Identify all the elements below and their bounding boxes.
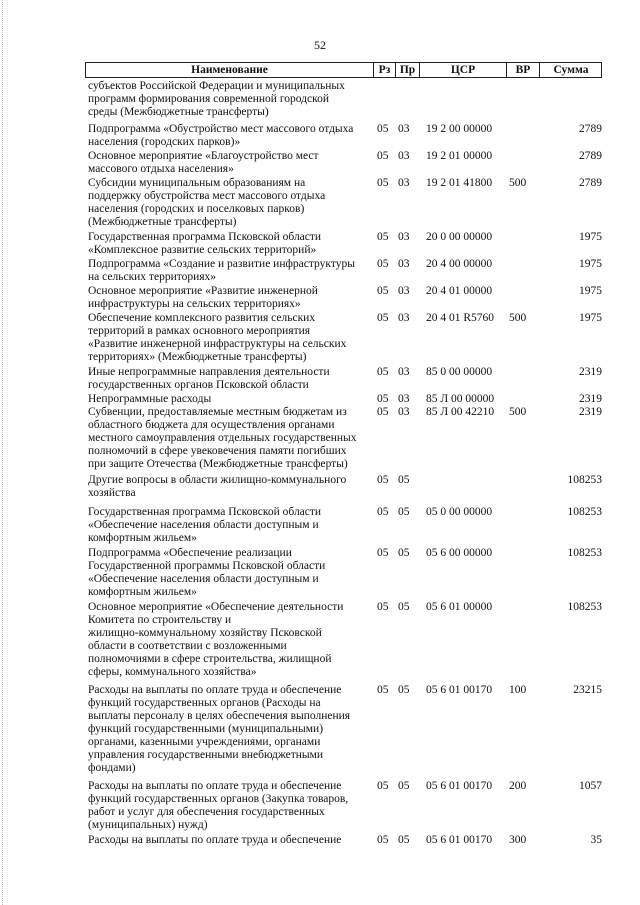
table-header: [85, 62, 602, 78]
cell-sum: 1975: [579, 312, 602, 324]
cell-sum: 35: [590, 834, 602, 846]
cell-sum: 23215: [573, 684, 602, 696]
cell-csr: 19 2 00 00000: [426, 123, 493, 135]
cell-pr: 03: [398, 406, 410, 418]
cell-rz: 05: [377, 474, 389, 486]
cell-pr: 05: [398, 684, 410, 696]
cell-sum: 1975: [579, 285, 602, 297]
cell-vr: 500: [509, 312, 527, 324]
cell-name: Субвенции, предоставляемые местным бюджетам из областного бюджета для осуществления органами местного самоуправления отдельных государственных полномочий в сфере увековечения памяти погибших при защите Отечества (Межбюджетные трансферты): [88, 406, 357, 470]
header-csr: ЦСР: [450, 64, 476, 76]
cell-rz: 05: [377, 312, 389, 324]
header-name: Наименование: [191, 64, 268, 76]
cell-pr: 05: [398, 474, 410, 486]
cell-vr: 500: [509, 177, 527, 189]
cell-csr: 05 0 00 00000: [426, 506, 493, 518]
cell-name: Основное мероприятие «Развитие инженерной инфраструктуры на сельских территориях»: [88, 285, 318, 310]
cell-sum: 108253: [567, 547, 602, 559]
cell-rz: 05: [377, 285, 389, 297]
cell-rz: 05: [377, 834, 389, 846]
cell-rz: 05: [377, 506, 389, 518]
cell-rz: 05: [377, 177, 389, 189]
cell-pr: 03: [398, 231, 410, 243]
cell-pr: 05: [398, 834, 410, 846]
scan-edge: [2, 0, 3, 905]
cell-sum: 1975: [579, 231, 602, 243]
cell-sum: 2319: [579, 366, 602, 378]
cell-sum: 108253: [567, 506, 602, 518]
cell-pr: 03: [398, 312, 410, 324]
cell-name: Иные непрограммные направления деятельности государственных органов Псковской области: [88, 366, 330, 391]
cell-rz: 05: [377, 780, 389, 792]
cell-csr: 20 4 01 R5760: [426, 312, 495, 324]
cell-pr: 05: [398, 506, 410, 518]
cell-name: Субсидии муниципальным образованиям на поддержку обустройства мест массового отдыха населения (городских и поселковых парков) (Межбюджетные трансферты): [88, 177, 326, 228]
cell-sum: 2789: [579, 150, 602, 162]
cell-pr: 03: [398, 123, 410, 135]
cell-name: Расходы на выплаты по оплате труда и обеспечение функций государственных органов (Расходы на выплаты персоналу в целях обеспечения выполнения функций государственными (муниципальными) органами, казенными учреждениями, органами управления государственными внебюджетными фондами): [88, 684, 351, 774]
cell-csr: 19 2 01 41800: [426, 177, 493, 189]
cell-sum: 108253: [567, 601, 602, 613]
cell-pr: 03: [398, 393, 410, 405]
cell-csr: 20 4 00 00000: [426, 258, 493, 270]
cell-csr: 05 6 00 00000: [426, 547, 493, 559]
cell-name: Государственная программа Псковской области «Обеспечение населения области доступным и комфортным жильем»: [88, 506, 322, 544]
cell-rz: 05: [377, 601, 389, 613]
cell-pr: 03: [398, 177, 410, 189]
cell-rz: 05: [377, 406, 389, 418]
header-vr: ВР: [515, 64, 531, 76]
cell-vr: 300: [509, 834, 527, 846]
cell-name: субъектов Российской Федерации и муниципальных программ формирования современной городской среды (Межбюджетные трансферты): [88, 80, 345, 118]
cell-name: Государственная программа Псковской области «Комплексное развитие сельских территорий»: [88, 231, 322, 256]
cell-name: Расходы на выплаты по оплате труда и обеспечение функций государственных органов (Закупка товаров, работ и услуг для обеспечения государственных (муниципальных) нужд): [88, 780, 349, 831]
cell-csr: 05 6 01 00170: [426, 780, 493, 792]
cell-name: Основное мероприятие «Обеспечение деятельности Комитета по строительству и жилищно-коммунальному хозяйству Псковской области в соответствии с возложенными полномочиями в сфере строительства, жилищной сферы, коммунального хозяйства»: [88, 601, 344, 678]
cell-csr: 05 6 01 00170: [426, 834, 493, 846]
cell-sum: 108253: [567, 474, 602, 486]
header-pr: Пр: [399, 64, 416, 76]
cell-csr: 20 4 01 00000: [426, 285, 493, 297]
cell-rz: 05: [377, 258, 389, 270]
cell-vr: 500: [509, 406, 527, 418]
cell-pr: 03: [398, 366, 410, 378]
cell-csr: 19 2 01 00000: [426, 150, 493, 162]
cell-rz: 05: [377, 366, 389, 378]
cell-pr: 05: [398, 780, 410, 792]
cell-name: Обеспечение комплексного развития сельских территорий в рамках основного мероприятия «Развитие инженерной инфраструктуры на сельских территориях» (Межбюджетные трансферты): [88, 312, 347, 363]
cell-pr: 03: [398, 258, 410, 270]
cell-vr: 200: [509, 780, 527, 792]
cell-rz: 05: [377, 150, 389, 162]
cell-csr: 85 Л 00 42210: [426, 406, 495, 418]
cell-pr: 03: [398, 150, 410, 162]
cell-rz: 05: [377, 684, 389, 696]
cell-name: Подпрограмма «Обеспечение реализации Государственной программы Псковской области «Обеспечение населения области доступным и комфортным жильем»: [88, 547, 326, 598]
cell-vr: 100: [509, 684, 527, 696]
cell-name: Расходы на выплаты по оплате труда и обеспечение: [88, 834, 342, 846]
cell-sum: 2319: [579, 406, 602, 418]
cell-name: Непрограммные расходы: [88, 393, 212, 405]
header-sum: Сумма: [553, 64, 589, 76]
cell-name: Другие вопросы в области жилищно-коммунального хозяйства: [88, 474, 347, 499]
cell-csr: 20 0 00 00000: [426, 231, 493, 243]
cell-sum: 2789: [579, 123, 602, 135]
cell-rz: 05: [377, 393, 389, 405]
cell-csr: 05 6 01 00170: [426, 684, 493, 696]
header-rz: Рз: [378, 64, 391, 76]
cell-rz: 05: [377, 231, 389, 243]
cell-name: Подпрограмма «Обустройство мест массового отдыха населения (городских парков)»: [88, 123, 354, 148]
cell-pr: 05: [398, 547, 410, 559]
cell-rz: 05: [377, 547, 389, 559]
cell-csr: 85 0 00 00000: [426, 366, 493, 378]
cell-sum: 1057: [579, 780, 602, 792]
cell-rz: 05: [377, 123, 389, 135]
cell-name: Подпрограмма «Создание и развитие инфраструктуры на сельских территориях»: [88, 258, 355, 283]
cell-pr: 03: [398, 285, 410, 297]
cell-sum: 1975: [579, 258, 602, 270]
cell-csr: 05 6 01 00000: [426, 601, 493, 613]
cell-pr: 05: [398, 601, 410, 613]
cell-csr: 85 Л 00 00000: [426, 393, 495, 405]
cell-sum: 2789: [579, 177, 602, 189]
cell-sum: 2319: [579, 393, 602, 405]
page-number: 52: [314, 38, 326, 52]
cell-name: Основное мероприятие «Благоустройство мест массового отдыха населения»: [88, 150, 319, 175]
